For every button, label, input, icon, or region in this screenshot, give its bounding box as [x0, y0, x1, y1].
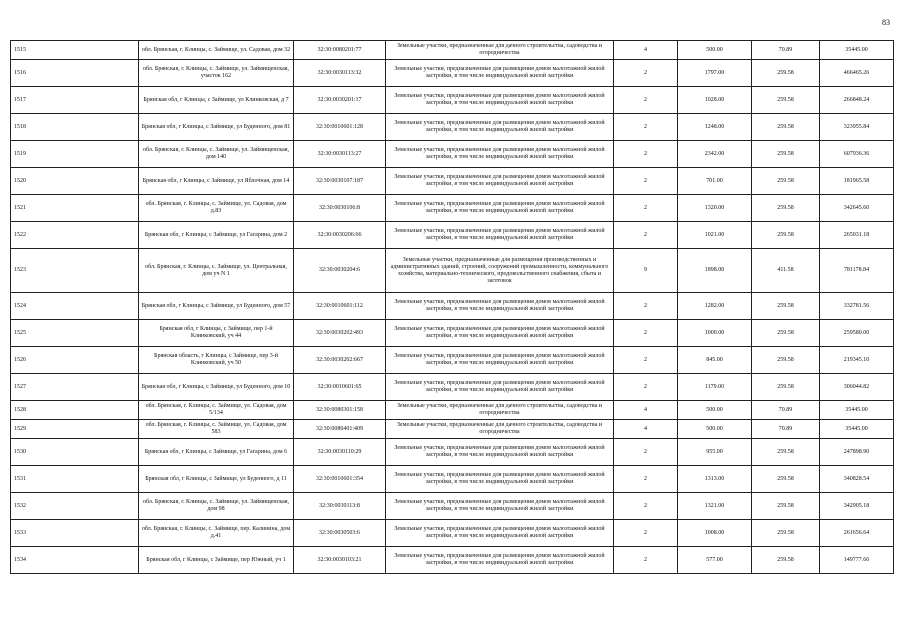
table-row — [11, 439, 894, 466]
address-cell: Брянская область, г Клинцы, с Займище, пер 3-й Клинковский, уч 50 — [139, 347, 294, 374]
specific-value-cell: 259.58 — [752, 60, 820, 87]
specific-value-cell: 259.58 — [752, 520, 820, 547]
land-use-type-cell: Земельные участки, предназначенные для размещения домов малоэтажной жилой застройки, в том числе индивидуальной жилой застройки — [386, 222, 614, 249]
specific-value-cell: 70.89 — [752, 401, 820, 420]
table-row — [11, 249, 894, 293]
row-number-cell: 1529 — [11, 420, 139, 439]
land-use-type-cell: Земельные участки, предназначенные для размещения домов малоэтажной жилой застройки, в том числе индивидуальной жилой застройки — [386, 493, 614, 520]
specific-value-cell: 259.58 — [752, 347, 820, 374]
address-cell: Брянская обл, г Клинцы, с Займище, пер 1-й Клинковский, уч 44 — [139, 320, 294, 347]
table-row — [11, 141, 894, 168]
cadastral-value-cell: 306044.82 — [820, 374, 894, 401]
table-body — [11, 41, 894, 574]
group-code-cell: 4 — [614, 420, 678, 439]
specific-value-cell: 259.58 — [752, 547, 820, 574]
address-cell: Брянская обл, г Клинцы, с Займище, ул Гагарина, дом 2 — [139, 222, 294, 249]
table-row — [11, 222, 894, 249]
cadastral-value-cell: 181965.58 — [820, 168, 894, 195]
cadastral-value-cell: 466465.26 — [820, 60, 894, 87]
cadastral-value-cell: 323955.84 — [820, 114, 894, 141]
cadastral-value-cell: 219345.10 — [820, 347, 894, 374]
area-cell: 1898.00 — [678, 249, 752, 293]
specific-value-cell: 259.58 — [752, 168, 820, 195]
specific-value-cell: 259.58 — [752, 141, 820, 168]
row-number-cell: 1515 — [11, 41, 139, 60]
group-code-cell: 2 — [614, 114, 678, 141]
specific-value-cell: 259.58 — [752, 195, 820, 222]
row-number-cell: 1532 — [11, 493, 139, 520]
cadastral-number-cell: 32:30:0030503:6 — [294, 520, 386, 547]
land-use-type-cell: Земельные участки, предназначенные для размещения домов малоэтажной жилой застройки, в том числе индивидуальной жилой застройки — [386, 347, 614, 374]
land-use-type-cell: Земельные участки, предназначенные для дачного строительства, садоводства и огородничества — [386, 420, 614, 439]
cadastral-value-cell: 261656.64 — [820, 520, 894, 547]
cadastral-number-cell: 32:30:0030113:8 — [294, 493, 386, 520]
cadastral-value-cell: 35445.00 — [820, 401, 894, 420]
cadastral-number-cell: 32:30:0010601:112 — [294, 293, 386, 320]
land-use-type-cell: Земельные участки, предназначенные для размещения домов малоэтажной жилой застройки, в том числе индивидуальной жилой застройки — [386, 114, 614, 141]
group-code-cell: 4 — [614, 401, 678, 420]
cadastral-number-cell: 32:30:0030113:27 — [294, 141, 386, 168]
cadastral-number-cell: 32:30:0030103:21 — [294, 547, 386, 574]
area-cell: 955.00 — [678, 439, 752, 466]
area-cell: 1321.00 — [678, 493, 752, 520]
cadastral-value-cell: 607936.36 — [820, 141, 894, 168]
table-row — [11, 60, 894, 87]
cadastral-value-cell: 266848.24 — [820, 87, 894, 114]
land-use-type-cell: Земельные участки, предназначенные для размещения домов малоэтажной жилой застройки, в том числе индивидуальной жилой застройки — [386, 439, 614, 466]
group-code-cell: 2 — [614, 347, 678, 374]
group-code-cell: 2 — [614, 87, 678, 114]
cadastral-value-cell: 340828.54 — [820, 466, 894, 493]
cadastral-value-cell: 259580.00 — [820, 320, 894, 347]
page-number: 83 — [882, 18, 890, 27]
specific-value-cell: 259.58 — [752, 320, 820, 347]
table-row — [11, 168, 894, 195]
area-cell: 500.00 — [678, 420, 752, 439]
row-number-cell: 1530 — [11, 439, 139, 466]
row-number-cell: 1523 — [11, 249, 139, 293]
group-code-cell: 2 — [614, 466, 678, 493]
area-cell: 1000.00 — [678, 320, 752, 347]
address-cell: обл. Брянская, г. Клинцы, с. Займище, ул. Садовая, дом 583 — [139, 420, 294, 439]
specific-value-cell: 259.58 — [752, 222, 820, 249]
table-row — [11, 41, 894, 60]
table-row — [11, 520, 894, 547]
cadastral-value-cell: 332781.56 — [820, 293, 894, 320]
row-number-cell: 1516 — [11, 60, 139, 87]
address-cell: Брянская обл, г Клинцы, с Займище, пер Южный, уч 1 — [139, 547, 294, 574]
table-row — [11, 374, 894, 401]
cadastral-value-cell: 35445.00 — [820, 420, 894, 439]
land-use-type-cell: Земельные участки, предназначенные для дачного строительства, садоводства и огородничества — [386, 41, 614, 60]
specific-value-cell: 259.58 — [752, 466, 820, 493]
row-number-cell: 1517 — [11, 87, 139, 114]
table-row — [11, 87, 894, 114]
specific-value-cell: 411.58 — [752, 249, 820, 293]
group-code-cell: 2 — [614, 374, 678, 401]
cadastral-number-cell: 32:30:0030201:17 — [294, 87, 386, 114]
specific-value-cell: 259.58 — [752, 493, 820, 520]
group-code-cell: 2 — [614, 141, 678, 168]
table-row — [11, 347, 894, 374]
group-code-cell: 2 — [614, 60, 678, 87]
row-number-cell: 1526 — [11, 347, 139, 374]
cadastral-number-cell: 32:30:0010601:354 — [294, 466, 386, 493]
address-cell: Брянская обл, г Клинцы, с Займище, ул Клинковская, д 7 — [139, 87, 294, 114]
table-row — [11, 293, 894, 320]
row-number-cell: 1518 — [11, 114, 139, 141]
area-cell: 1320.00 — [678, 195, 752, 222]
group-code-cell: 2 — [614, 493, 678, 520]
table-row — [11, 195, 894, 222]
row-number-cell: 1525 — [11, 320, 139, 347]
cadastral-number-cell: 32:30:0080301:158 — [294, 401, 386, 420]
address-cell: Брянская обл, г Клинцы, с Займище, ул Буденного, дом 81 — [139, 114, 294, 141]
row-number-cell: 1528 — [11, 401, 139, 420]
row-number-cell: 1521 — [11, 195, 139, 222]
specific-value-cell: 259.58 — [752, 439, 820, 466]
table-row — [11, 547, 894, 574]
cadastral-value-cell: 149777.66 — [820, 547, 894, 574]
area-cell: 2342.00 — [678, 141, 752, 168]
group-code-cell: 9 — [614, 249, 678, 293]
area-cell: 1313.00 — [678, 466, 752, 493]
group-code-cell: 2 — [614, 168, 678, 195]
specific-value-cell: 70.89 — [752, 420, 820, 439]
table-row — [11, 114, 894, 141]
land-use-type-cell: Земельные участки, предназначенные для размещения домов малоэтажной жилой застройки, в том числе индивидуальной жилой застройки — [386, 87, 614, 114]
area-cell: 845.00 — [678, 347, 752, 374]
cadastral-number-cell: 32:30:0030106:8 — [294, 195, 386, 222]
table-row — [11, 420, 894, 439]
cadastral-number-cell: 32:30:0030107:187 — [294, 168, 386, 195]
land-use-type-cell: Земельные участки, предназначенные для размещения производственных и административных зданий, строений, сооружений промышленности, коммунального хозяйства, материально-технического, продовольственного снабжения, сбыта и заготовок — [386, 249, 614, 293]
address-cell: обл. Брянская, г. Клинцы, с. Займище, ул. Центральная, дом уч N 1 — [139, 249, 294, 293]
cadastral-number-cell: 32:30:0030206:66 — [294, 222, 386, 249]
area-cell: 1179.00 — [678, 374, 752, 401]
address-cell: обл. Брянская, г. Клинцы, с. Займище, ул. Займищенская, дом 140 — [139, 141, 294, 168]
area-cell: 1282.00 — [678, 293, 752, 320]
table-row — [11, 401, 894, 420]
group-code-cell: 2 — [614, 547, 678, 574]
row-number-cell: 1533 — [11, 520, 139, 547]
address-cell: обл. Брянская, г. Клинцы, с. Займище, ул. Садовая, дом 32 — [139, 41, 294, 60]
land-use-type-cell: Земельные участки, предназначенные для размещения домов малоэтажной жилой застройки, в том числе индивидуальной жилой застройки — [386, 374, 614, 401]
area-cell: 701.00 — [678, 168, 752, 195]
area-cell: 1028.00 — [678, 87, 752, 114]
address-cell: обл. Брянская, г. Клинцы, с. Займище, ул. Займищенская, дом 98 — [139, 493, 294, 520]
group-code-cell: 2 — [614, 439, 678, 466]
specific-value-cell: 259.58 — [752, 374, 820, 401]
cadastral-value-cell: 35445.00 — [820, 41, 894, 60]
cadastral-number-cell: 32:30:0080201:77 — [294, 41, 386, 60]
table-row — [11, 320, 894, 347]
address-cell: Брянская обл, г Клинцы, с Займище, ул Буденного, дом 57 — [139, 293, 294, 320]
area-cell: 577.00 — [678, 547, 752, 574]
cadastral-number-cell: 32:30:0030110:29 — [294, 439, 386, 466]
address-cell: Брянская обл, г Клинцы, с Займище, ул Буденного, дом 10 — [139, 374, 294, 401]
land-use-type-cell: Земельные участки, предназначенные для дачного строительства, садоводства и огородничества — [386, 401, 614, 420]
cadastral-number-cell: 32:30:0010601:128 — [294, 114, 386, 141]
address-cell: обл. Брянская, г. Клинцы, с. Займище, пер. Калинина, дом д.41 — [139, 520, 294, 547]
group-code-cell: 4 — [614, 41, 678, 60]
area-cell: 1797.00 — [678, 60, 752, 87]
land-use-type-cell: Земельные участки, предназначенные для размещения домов малоэтажной жилой застройки, в том числе индивидуальной жилой застройки — [386, 466, 614, 493]
cadastral-value-cell: 342905.18 — [820, 493, 894, 520]
row-number-cell: 1531 — [11, 466, 139, 493]
table-row — [11, 466, 894, 493]
cadastral-number-cell: 32:30:0030113:32 — [294, 60, 386, 87]
specific-value-cell: 259.58 — [752, 293, 820, 320]
specific-value-cell: 70.89 — [752, 41, 820, 60]
land-use-type-cell: Земельные участки, предназначенные для размещения домов малоэтажной жилой застройки, в том числе индивидуальной жилой застройки — [386, 168, 614, 195]
area-cell: 1021.00 — [678, 222, 752, 249]
cadastral-value-cell: 342645.60 — [820, 195, 894, 222]
area-cell: 1248.00 — [678, 114, 752, 141]
group-code-cell: 2 — [614, 195, 678, 222]
cadastral-value-cell: 247898.90 — [820, 439, 894, 466]
row-number-cell: 1520 — [11, 168, 139, 195]
cadastral-number-cell: 32:30:0080401:409 — [294, 420, 386, 439]
address-cell: обл. Брянская, г. Клинцы, с. Займище, ул. Садовая, дом 5/134 — [139, 401, 294, 420]
area-cell: 500.00 — [678, 41, 752, 60]
land-use-type-cell: Земельные участки, предназначенные для размещения домов малоэтажной жилой застройки, в том числе индивидуальной жилой застройки — [386, 141, 614, 168]
cadastral-number-cell: 32:30:0030202:493 — [294, 320, 386, 347]
row-number-cell: 1527 — [11, 374, 139, 401]
land-use-type-cell: Земельные участки, предназначенные для размещения домов малоэтажной жилой застройки, в том числе индивидуальной жилой застройки — [386, 547, 614, 574]
group-code-cell: 2 — [614, 222, 678, 249]
address-cell: Брянская обл, г Клинцы, с Займище, ул Яблочная, дом 14 — [139, 168, 294, 195]
land-use-type-cell: Земельные участки, предназначенные для размещения домов малоэтажной жилой застройки, в том числе индивидуальной жилой застройки — [386, 60, 614, 87]
specific-value-cell: 259.58 — [752, 114, 820, 141]
cadastral-number-cell: 32:30:0010601:65 — [294, 374, 386, 401]
land-use-type-cell: Земельные участки, предназначенные для размещения домов малоэтажной жилой застройки, в том числе индивидуальной жилой застройки — [386, 195, 614, 222]
land-use-type-cell: Земельные участки, предназначенные для размещения домов малоэтажной жилой застройки, в том числе индивидуальной жилой застройки — [386, 293, 614, 320]
row-number-cell: 1524 — [11, 293, 139, 320]
group-code-cell: 2 — [614, 520, 678, 547]
cadastral-number-cell: 32:30:0030202:667 — [294, 347, 386, 374]
address-cell: обл. Брянская, г. Клинцы, с. Займище, ул. Садовая, дом д.83 — [139, 195, 294, 222]
specific-value-cell: 259.58 — [752, 87, 820, 114]
cadastral-value-table — [10, 40, 894, 574]
row-number-cell: 1534 — [11, 547, 139, 574]
group-code-cell: 2 — [614, 320, 678, 347]
land-use-type-cell: Земельные участки, предназначенные для размещения домов малоэтажной жилой застройки, в том числе индивидуальной жилой застройки — [386, 320, 614, 347]
cadastral-value-cell: 781178.84 — [820, 249, 894, 293]
land-use-type-cell: Земельные участки, предназначенные для размещения домов малоэтажной жилой застройки, в том числе индивидуальной жилой застройки — [386, 520, 614, 547]
area-cell: 500.00 — [678, 401, 752, 420]
cadastral-value-cell: 265031.18 — [820, 222, 894, 249]
table-row — [11, 493, 894, 520]
address-cell: обл. Брянская, г. Клинцы, с. Займище, ул. Займищенская, участок 162 — [139, 60, 294, 87]
row-number-cell: 1519 — [11, 141, 139, 168]
group-code-cell: 2 — [614, 293, 678, 320]
cadastral-number-cell: 32:30:0030204:6 — [294, 249, 386, 293]
address-cell: Брянская обл, г Клинцы, с Займище, ул Гагарина, дом 6 — [139, 439, 294, 466]
address-cell: Брянская обл, г Клинцы, с Займище, ул Буденного, д 11 — [139, 466, 294, 493]
area-cell: 1008.00 — [678, 520, 752, 547]
row-number-cell: 1522 — [11, 222, 139, 249]
